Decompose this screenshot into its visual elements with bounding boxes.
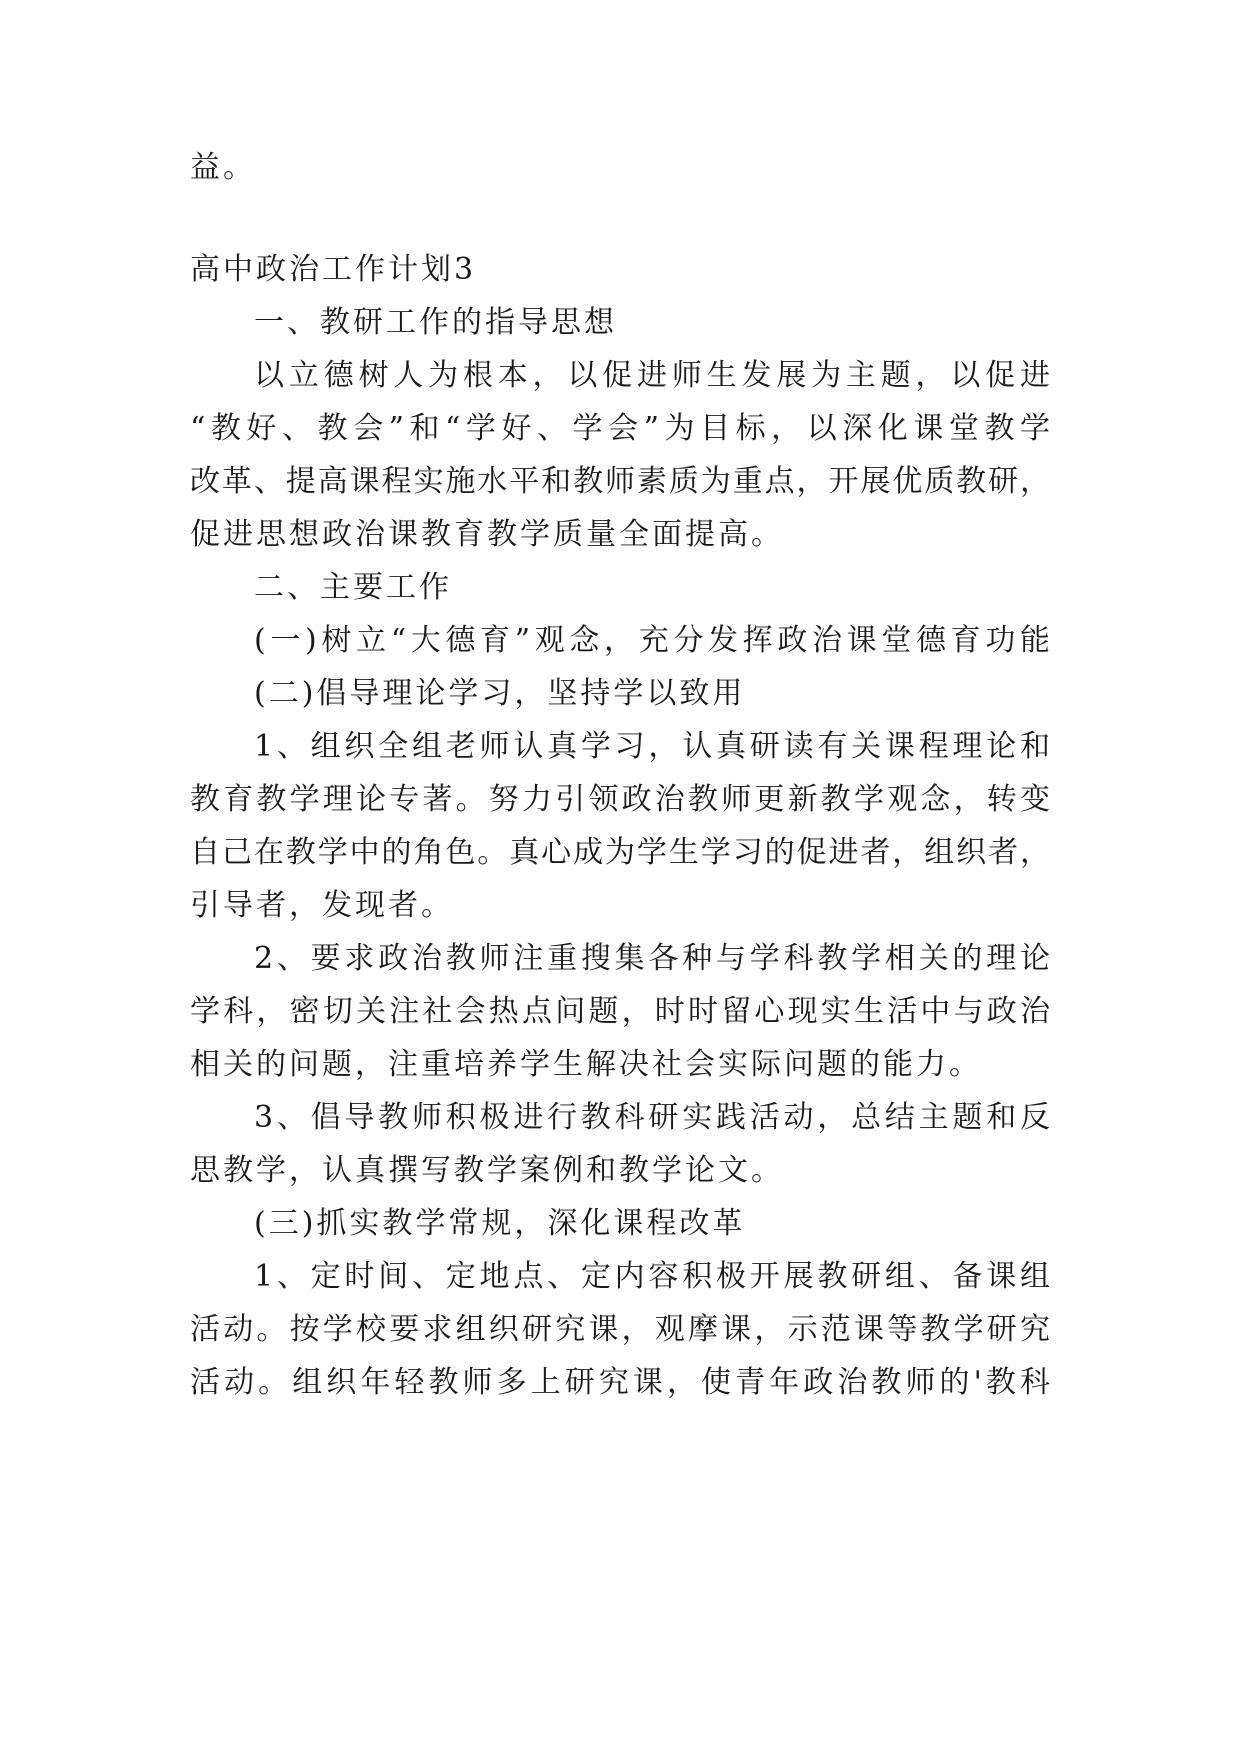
- paragraph-line: 引导者，发现者。: [190, 888, 454, 923]
- heading-guiding-ideology: 一、教研工作的指导思想: [254, 305, 617, 340]
- paragraph-line: “教好、教会”和“学好、学会”为目标，以深化课堂教学: [190, 411, 1050, 446]
- section-title: 高中政治工作计划3: [190, 252, 477, 287]
- subheading-1: (一)树立“大德育”观念，充分发挥政治课堂德育功能: [254, 623, 1050, 658]
- paragraph-line: 学科，密切关注社会热点问题，时时留心现实生活中与政治: [190, 994, 1050, 1029]
- paragraph-line: 自己在教学中的角色。真心成为学生学习的促进者，组织者，: [190, 835, 1050, 870]
- paragraph-line: 活动。组织年轻教师多上研究课，使青年政治教师的'教科: [190, 1365, 1050, 1400]
- subheading-2: (二)倡导理论学习，坚持学以致用: [254, 676, 746, 711]
- paragraph-line: 以立德树人为根本，以促进师生发展为主题，以促进: [254, 358, 1050, 393]
- paragraph-line: 改革、提高课程实施水平和教师素质为重点，开展优质教研，: [190, 464, 1050, 499]
- subheading-3: (三)抓实教学常规，深化课程改革: [254, 1206, 746, 1241]
- text-line-continuation: 益。: [190, 150, 256, 185]
- paragraph-line: 3、倡导教师积极进行教科研实践活动，总结主题和反: [254, 1100, 1050, 1135]
- heading-main-work: 二、主要工作: [254, 570, 452, 605]
- paragraph-line: 思教学，认真撰写教学案例和教学论文。: [190, 1153, 784, 1188]
- paragraph-line: 教育教学理论专著。努力引领政治教师更新教学观念，转变: [190, 782, 1050, 817]
- paragraph-line: 活动。按学校要求组织研究课，观摩课，示范课等教学研究: [190, 1312, 1050, 1347]
- paragraph-line: 1、组织全组老师认真学习，认真研读有关课程理论和: [254, 729, 1050, 764]
- paragraph-line: 相关的问题，注重培养学生解决社会实际问题的能力。: [190, 1047, 982, 1082]
- paragraph-line: 促进思想政治课教育教学质量全面提高。: [190, 517, 784, 552]
- paragraph-line: 2、要求政治教师注重搜集各种与学科教学相关的理论: [254, 941, 1050, 976]
- paragraph-line: 1、定时间、定地点、定内容积极开展教研组、备课组: [254, 1259, 1050, 1294]
